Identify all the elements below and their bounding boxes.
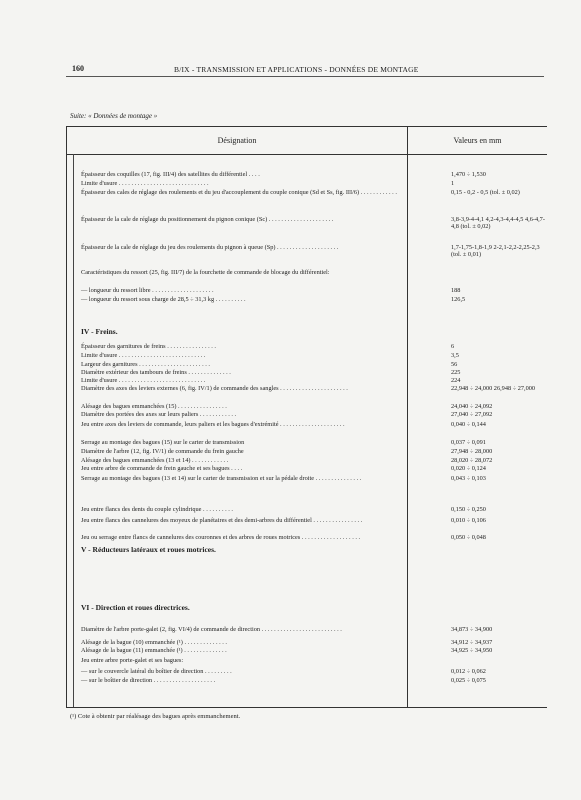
table-row-designation: Jeu entre arbre de commande de frein gauche et ses bagues . . . . xyxy=(81,465,243,472)
table-row-designation: — sur le couvercle latéral du boîtier de direction . . . . . . . . . xyxy=(81,668,232,675)
section-title: IV - Freins. xyxy=(81,327,118,336)
table-row-designation: — longueur du ressort libre . . . . . . . . . . . . . . . . . . . . xyxy=(81,287,214,294)
table-row-designation: Jeu ou serrage entre flancs de cannelures des couronnes et des arbres de roues motrices . . . . . . . . . . . . . . . . . . . xyxy=(81,534,361,541)
table-row-designation: Alésage de la bague (11) emmanchée (¹) . . . . . . . . . . . . . . xyxy=(81,647,227,654)
table-row-value: 0,150 ÷ 0,250 xyxy=(451,506,486,513)
table-row-value: 34,873 ÷ 34,900 xyxy=(451,626,493,633)
table-row-designation: Diamètre extérieur des tambours de freins . . . . . . . . . . . . . . xyxy=(81,369,231,376)
table-row-value: 0,012 ÷ 0,062 xyxy=(451,668,486,675)
table-row-designation: Largeur des garnitures . . . . . . . . . . . . . . . . . . . . . . . xyxy=(81,361,210,368)
table-row-designation: Diamètre de l'arbre (12, fig. IV/1) de commande du frein gauche xyxy=(81,448,244,455)
table-row-value: 224 xyxy=(451,377,461,384)
table-row-designation: Épaisseur des cales de réglage des roulements et du jeu d'accouplement du couple conique (Sd et Ss, fig. III/6) . . . . . . . . . . . . xyxy=(81,189,397,196)
header-rule xyxy=(66,76,544,77)
section-title: V - Réducteurs latéraux et roues motrices. xyxy=(81,545,216,554)
table-row-value: 188 xyxy=(451,287,461,294)
continuation-label: Suite: « Données de montage » xyxy=(70,112,158,120)
header-divider xyxy=(67,154,547,155)
column-header-values: Valeurs en mm xyxy=(453,136,502,145)
table-row-designation: Jeu entre axes des leviers de commande, leurs paliers et les bagues d'extrémité . . . . . . . . . . . . . . . . . . . . . xyxy=(81,421,345,428)
table-row-designation: Limite d'usure . . . . . . . . . . . . . . . . . . . . . . . . . . . . xyxy=(81,377,206,384)
table-row-designation: Jeu entre flancs des cannelures des moyeux de planétaires et des demi-arbres du différentiel . . . . . . . . . . . . . . . . xyxy=(81,517,363,524)
table-row-value: 0,037 ÷ 0,091 xyxy=(451,439,486,446)
table-row-value: 6 xyxy=(451,343,455,350)
table-row-value: 0,040 ÷ 0,144 xyxy=(451,421,486,428)
table-row-value: 27,948 ÷ 28,000 xyxy=(451,448,493,455)
table-row-designation: Alésage de la bague (10) emmanchée (¹) . . . . . . . . . . . . . . xyxy=(81,639,227,646)
table-row-value: 1,470 ÷ 1,530 xyxy=(451,171,486,178)
table-row-value: 24,040 ÷ 24,092 xyxy=(451,403,493,410)
table-row-designation: Diamètre de l'arbre porte-galet (2, fig. VI/4) de commande de direction . . . . . . . . . . . . . . . . . . . . . . . . . . xyxy=(81,626,342,633)
column-header-designation: Désignation xyxy=(217,136,257,145)
table-row-designation: Limite d'usure . . . . . . . . . . . . . . . . . . . . . . . . . . . . . xyxy=(81,180,209,187)
table-row-value: 56 xyxy=(451,361,458,368)
table-row-designation: Épaisseur de la cale de réglage du jeu des roulements du pignon à queue (Sp) . . . . . . . . . . . . . . . . . . . . xyxy=(81,244,339,251)
table-row-value: 225 xyxy=(451,369,461,376)
table-row-value: 0,043 ÷ 0,103 xyxy=(451,475,486,482)
table-row-value: 0,050 ÷ 0,048 xyxy=(451,534,486,541)
table-row-designation: Jeu entre arbre porte-galet et ses bagues: xyxy=(81,657,184,664)
table-row-value: 0,010 ÷ 0,106 xyxy=(451,517,486,524)
table-row-designation: Serrage au montage des bagues (13 et 14) sur le carter de transmission et sur la pédale droite . . . . . . . . . . . . . . . xyxy=(81,475,362,482)
table-row-designation: Jeu entre flancs des dents du couple cylindrique . . . . . . . . . . xyxy=(81,506,233,513)
table-row-value: 1,7-1,75-1,8-1,9 2-2,1-2,2-2,25-2,3 (tol. ± 0,01) xyxy=(451,244,540,259)
table-row-designation: Épaisseur des garnitures de freins . . . . . . . . . . . . . . . . xyxy=(81,343,217,350)
table-row-value: 34,925 ÷ 34,950 xyxy=(451,647,493,654)
data-table xyxy=(66,126,547,708)
table-row-designation: Limite d'usure . . . . . . . . . . . . . . . . . . . . . . . . . . . . xyxy=(81,352,206,359)
table-row-value: 0,15 - 0,2 - 0,5 (tol. ± 0,02) xyxy=(451,189,520,196)
page-title: B/IX - TRANSMISSION ET APPLICATIONS - DONNÉES DE MONTAGE xyxy=(174,65,419,74)
table-row-value: 3,5 xyxy=(451,352,459,359)
column-divider xyxy=(407,127,408,707)
page-number: 160 xyxy=(72,64,84,73)
table-row-designation: Caractéristiques du ressort (25, fig. III/7) de la fourchette de commande de blocage du différentiel: xyxy=(81,269,330,276)
table-row-designation: Alésage des bagues emmanchées (15) . . . . . . . . . . . . . . . . xyxy=(81,403,227,410)
table-row-value: 27,040 ÷ 27,092 xyxy=(451,411,493,418)
table-row-value: 126,5 xyxy=(451,296,466,303)
table-row-designation: Diamètre des axes des leviers externes (6, fig. IV/1) de commande des sangles . . . . . . . . . . . . . . . . . . . . . . xyxy=(81,385,348,392)
table-row-value: 28,020 ÷ 28,072 xyxy=(451,457,493,464)
table-row-designation: Diamètre des portées des axes sur leurs paliers . . . . . . . . . . . . xyxy=(81,411,237,418)
table-row-value: 22,948 ÷ 24,000 26,948 ÷ 27,000 xyxy=(451,385,536,392)
table-row-designation: Épaisseur de la cale de réglage du positionnement du pignon conique (Sc) . . . . . . . . . . . . . . . . . . . . . xyxy=(81,216,334,223)
table-row-designation: Épaisseur des coquilles (17, fig. III/4) des satellites du différentiel . . . . xyxy=(81,171,260,178)
table-row-value: 3,8-3,9-4-4,1 4,2-4,3-4,4-4,5 4,6-4,7-4,8 (tol. ± 0,02) xyxy=(451,216,545,231)
section-title: VI - Direction et roues directrices. xyxy=(81,603,190,612)
table-row-designation: Serrage au montage des bagues (15) sur le carter de transmission xyxy=(81,439,245,446)
inner-left-rule xyxy=(73,154,74,707)
table-row-value: 1 xyxy=(451,180,455,187)
footnote: (¹) Cote à obtenir par réalésage des bagues après emmanchement. xyxy=(70,713,241,720)
table-row-value: 34,912 ÷ 34,937 xyxy=(451,639,493,646)
table-row-value: 0,025 ÷ 0,075 xyxy=(451,677,486,684)
table-row-designation: — longueur du ressort sous charge de 28,5 ÷ 31,3 kg . . . . . . . . . . xyxy=(81,296,246,303)
table-row-designation: Alésage des bagues emmanchées (13 et 14) . . . . . . . . . . . . xyxy=(81,457,229,464)
table-row-value: 0,020 ÷ 0,124 xyxy=(451,465,486,472)
table-row-designation: — sur le boîtier de direction . . . . . . . . . . . . . . . . . . . . xyxy=(81,677,216,684)
